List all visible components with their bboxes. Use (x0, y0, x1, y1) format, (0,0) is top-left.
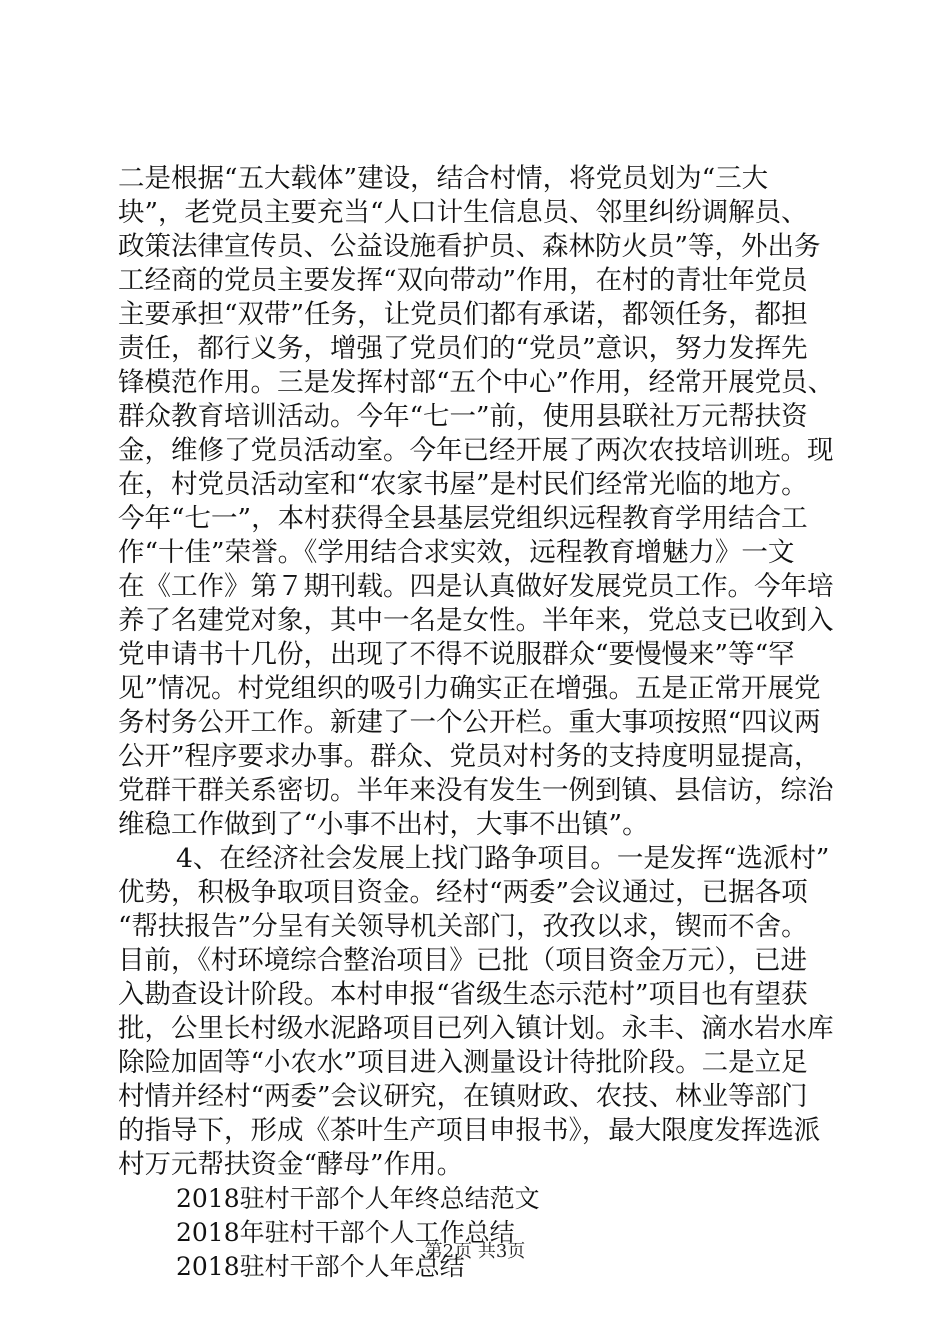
paragraph-line: 作“十佳”荣誉。《学用结合求实效，远程教育增魅力》一文 (118, 537, 795, 568)
paragraph-line: 在，村党员活动室和“农家书屋”是村民们经常光临的地方。 (118, 469, 808, 500)
paragraph-line: 目前，《村环境综合整治项目》已批（项目资金万元），已进 (118, 945, 807, 976)
paragraph-line: 务村务公开工作。新建了一个公开栏。重大事项按照“四议两 (118, 707, 821, 738)
paragraph-line: 村万元帮扶资金“酵母”作用。 (118, 1149, 464, 1180)
paragraph-line: 公开”程序要求办事。群众、党员对村务的支持度明显提高， (118, 741, 821, 772)
paragraph-line: 今年“七一”，本村获得全县基层党组织远程教育学用结合工 (118, 503, 808, 534)
paragraph-line: 党申请书十几份，出现了不得不说服群众“要慢慢来”等“罕 (118, 639, 795, 670)
paragraph-line: 块”，老党员主要充当“人口计生信息员、邻里纠纷调解员、 (118, 197, 808, 228)
page-number-footer: 第2页 共3页 (424, 1241, 526, 1262)
paragraph-line: 村情并经村“两委”会议研究，在镇财政、农技、林业等部门 (118, 1081, 808, 1112)
paragraph-line: 二是根据“五大载体”建设，结合村情，将党员划为“三大 (118, 163, 769, 194)
related-article-link[interactable]: 2018年驻村干部个人工作总结 (176, 1218, 515, 1247)
paragraph-line: 见”情况。村党组织的吸引力确实正在增强。五是正常开展党 (118, 673, 821, 704)
paragraph-line: 锋模范作用。三是发挥村部“五个中心”作用，经常开展党员、 (118, 367, 835, 398)
paragraph-line: 金，维修了党员活动室。今年已经开展了两次农技培训班。现 (118, 435, 834, 466)
related-article-link[interactable]: 2018驻村干部个人年终总结范文 (176, 1184, 540, 1213)
paragraph-line: 在《工作》第７期刊载。四是认真做好发展党员工作。今年培 (118, 571, 834, 602)
paragraph-line: 工经商的党员主要发挥“双向带动”作用，在村的青壮年党员 (118, 265, 808, 296)
paragraph-line: 政策法律宣传员、公益设施看护员、森林防火员”等，外出务 (118, 231, 821, 262)
paragraph-line: 党群干群关系密切。半年来没有发生一例到镇、县信访，综治 (118, 775, 834, 806)
paragraph-line: 的指导下，形成《茶叶生产项目申报书》，最大限度发挥选派 (118, 1115, 821, 1146)
paragraph-line: 入勘查设计阶段。本村申报“省级生态示范村”项目也有望获 (118, 979, 808, 1010)
paragraph-line: 4、在经济社会发展上找门路争项目。一是发挥“选派村” (176, 843, 830, 874)
paragraph-line: 责任，都行义务，增强了党员们的“党员”意识，努力发挥先 (118, 333, 808, 364)
paragraph-line: 维稳工作做到了“小事不出村，大事不出镇”。 (118, 809, 649, 840)
paragraph-line: 养了名建党对象，其中一名是女性。半年来，党总支已收到入 (118, 605, 834, 636)
paragraph-line: 主要承担“双带”任务，让党员们都有承诺，都领任务，都担 (118, 299, 808, 330)
paragraph-line: 群众教育培训活动。今年“七一”前，使用县联社万元帮扶资 (118, 401, 808, 432)
paragraph-line: “帮扶报告”分呈有关领导机关部门，孜孜以求，锲而不舍。 (118, 911, 808, 942)
related-article-link[interactable]: 2018驻村干部个人年总结 (176, 1252, 465, 1281)
paragraph-line: 优势，积极争取项目资金。经村“两委”会议通过，已据各项 (118, 877, 808, 908)
paragraph-line: 批，公里长村级水泥路项目已列入镇计划。永丰、滴水岩水库 (118, 1013, 834, 1044)
paragraph-line: 除险加固等“小农水”项目进入测量设计待批阶段。二是立足 (118, 1047, 808, 1078)
